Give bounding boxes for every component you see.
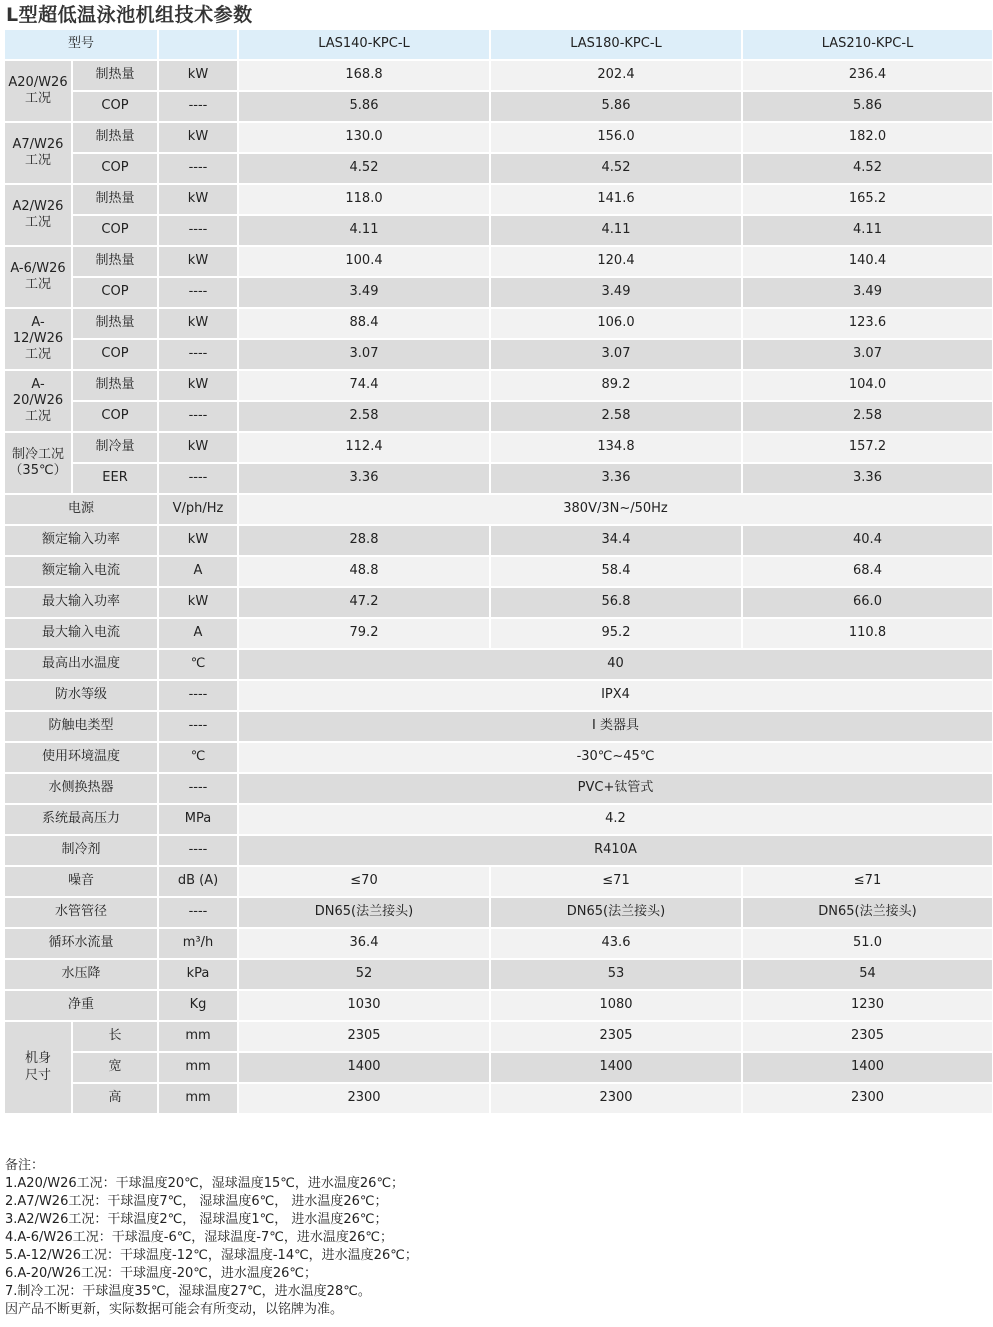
value-cell: 2.58 (491, 402, 741, 431)
param-label: 制冷量 (73, 433, 157, 462)
unit-label: ---- (159, 836, 237, 865)
note-line: 备注： (5, 1158, 45, 1173)
value-cell: 56.8 (491, 588, 741, 617)
value-cell: 36.4 (239, 929, 489, 958)
condition-group-label: A-6/W26 工况 (5, 247, 71, 307)
header-unit-cell (159, 30, 237, 59)
param-label: 防触电类型 (5, 712, 157, 741)
param-label: 制热量 (73, 185, 157, 214)
param-label: 制热量 (73, 309, 157, 338)
spec-table (5, 30, 986, 1113)
param-label: 系统最高压力 (5, 805, 157, 834)
unit-label: ---- (159, 92, 237, 121)
value-cell: DN65(法兰接头) (239, 898, 489, 927)
value-cell: 68.4 (743, 557, 992, 586)
value-cell: ≤71 (491, 867, 741, 896)
value-cell: 95.2 (491, 619, 741, 648)
condition-group-label: A7/W26 工况 (5, 123, 71, 183)
condition-group-label: A-20/W26 工况 (5, 371, 71, 431)
unit-label: A (159, 619, 237, 648)
value-cell: DN65(法兰接头) (491, 898, 741, 927)
unit-label: ---- (159, 340, 237, 369)
value-cell: 1080 (491, 991, 741, 1020)
unit-label: MPa (159, 805, 237, 834)
value-cell: 3.07 (239, 340, 489, 369)
unit-label: kW (159, 185, 237, 214)
value-cell: 123.6 (743, 309, 992, 338)
condition-group-label: 制冷工况 （35℃） (5, 433, 71, 493)
condition-group-label: A-12/W26 工况 (5, 309, 71, 369)
param-label: 最大输入功率 (5, 588, 157, 617)
value-cell: 141.6 (491, 185, 741, 214)
param-label: 额定输入电流 (5, 557, 157, 586)
value-cell: 53 (491, 960, 741, 989)
param-label: COP (73, 154, 157, 183)
unit-label: dB (A) (159, 867, 237, 896)
unit-label: kW (159, 61, 237, 90)
value-cell: 3.07 (743, 340, 992, 369)
value-cell: 3.36 (491, 464, 741, 493)
merged-value-cell: R410A (239, 836, 992, 865)
value-cell: 58.4 (491, 557, 741, 586)
param-label: 最大输入电流 (5, 619, 157, 648)
value-cell: 74.4 (239, 371, 489, 400)
header-model-label: 型号 (5, 30, 157, 59)
param-label: 制冷剂 (5, 836, 157, 865)
merged-value-cell: IPX4 (239, 681, 992, 710)
unit-label: kW (159, 309, 237, 338)
unit-label: kW (159, 588, 237, 617)
note-line: 4.A-6/W26工况：干球温度-6℃，湿球温度-7℃，进水温度26℃； (5, 1230, 394, 1245)
header-model-name: LAS140-KPC-L (239, 30, 489, 59)
param-label: 使用环境温度 (5, 743, 157, 772)
unit-label: kW (159, 371, 237, 400)
note-line: 3.A2/W26工况：干球温度2℃， 湿球温度1℃， 进水温度26℃； (5, 1212, 388, 1227)
value-cell: ≤71 (743, 867, 992, 896)
value-cell: 165.2 (743, 185, 992, 214)
value-cell: 4.11 (743, 216, 992, 245)
value-cell: 157.2 (743, 433, 992, 462)
value-cell: 2300 (239, 1084, 489, 1113)
value-cell: 106.0 (491, 309, 741, 338)
value-cell: 5.86 (239, 92, 489, 121)
param-label: COP (73, 216, 157, 245)
value-cell: 182.0 (743, 123, 992, 152)
param-label: EER (73, 464, 157, 493)
param-label: 循环水流量 (5, 929, 157, 958)
value-cell: 51.0 (743, 929, 992, 958)
value-cell: 110.8 (743, 619, 992, 648)
param-label: 额定输入功率 (5, 526, 157, 555)
unit-label: ---- (159, 464, 237, 493)
merged-value-cell: 40 (239, 650, 992, 679)
param-label: 电源 (5, 495, 157, 524)
header-model-name: LAS210-KPC-L (743, 30, 992, 59)
note-line: 1.A20/W26工况：干球温度20℃，湿球温度15℃，进水温度26℃； (5, 1176, 405, 1191)
value-cell: 3.36 (239, 464, 489, 493)
unit-label: kW (159, 433, 237, 462)
unit-label: ---- (159, 154, 237, 183)
value-cell: 28.8 (239, 526, 489, 555)
header-model-name: LAS180-KPC-L (491, 30, 741, 59)
unit-label: ---- (159, 681, 237, 710)
value-cell: 104.0 (743, 371, 992, 400)
unit-label: mm (159, 1053, 237, 1082)
value-cell: 1400 (491, 1053, 741, 1082)
value-cell: 4.11 (491, 216, 741, 245)
unit-label: ℃ (159, 650, 237, 679)
value-cell: 140.4 (743, 247, 992, 276)
value-cell: 2300 (743, 1084, 992, 1113)
value-cell: 1030 (239, 991, 489, 1020)
param-label: COP (73, 402, 157, 431)
value-cell: 5.86 (743, 92, 992, 121)
dimension-param-label: 宽 (73, 1053, 157, 1082)
unit-label: mm (159, 1084, 237, 1113)
value-cell: 134.8 (491, 433, 741, 462)
param-label: 水压降 (5, 960, 157, 989)
value-cell: 112.4 (239, 433, 489, 462)
value-cell: 118.0 (239, 185, 489, 214)
unit-label: ---- (159, 278, 237, 307)
param-label: COP (73, 92, 157, 121)
value-cell: 89.2 (491, 371, 741, 400)
value-cell: 130.0 (239, 123, 489, 152)
condition-group-label: A2/W26 工况 (5, 185, 71, 245)
value-cell: 40.4 (743, 526, 992, 555)
value-cell: 120.4 (491, 247, 741, 276)
value-cell: 4.52 (491, 154, 741, 183)
value-cell: 236.4 (743, 61, 992, 90)
param-label: COP (73, 340, 157, 369)
notes-section (5, 1157, 418, 1319)
value-cell: 202.4 (491, 61, 741, 90)
value-cell: 100.4 (239, 247, 489, 276)
param-label: COP (73, 278, 157, 307)
value-cell: 1230 (743, 991, 992, 1020)
merged-value-cell: PVC+钛管式 (239, 774, 992, 803)
unit-label: ---- (159, 898, 237, 927)
unit-label: m³/h (159, 929, 237, 958)
unit-label: kW (159, 247, 237, 276)
page-title: L型超低温泳池机组技术参数 (6, 4, 253, 26)
dimension-param-label: 长 (73, 1022, 157, 1051)
value-cell: 54 (743, 960, 992, 989)
value-cell: 3.49 (491, 278, 741, 307)
param-label: 水管管径 (5, 898, 157, 927)
merged-value-cell: 380V/3N~/50Hz (239, 495, 992, 524)
note-line: 5.A-12/W26工况：干球温度-12℃，湿球温度-14℃，进水温度26℃； (5, 1248, 418, 1263)
param-label: 最高出水温度 (5, 650, 157, 679)
unit-label: A (159, 557, 237, 586)
value-cell: 43.6 (491, 929, 741, 958)
value-cell: 3.49 (239, 278, 489, 307)
value-cell: 66.0 (743, 588, 992, 617)
value-cell: 52 (239, 960, 489, 989)
merged-value-cell: I 类器具 (239, 712, 992, 741)
unit-label: Kg (159, 991, 237, 1020)
value-cell: 3.07 (491, 340, 741, 369)
unit-label: kPa (159, 960, 237, 989)
unit-label: kW (159, 526, 237, 555)
note-line: 7.制冷工况：干球温度35℃，湿球温度27℃，进水温度28℃。 (5, 1284, 371, 1299)
param-label: 噪音 (5, 867, 157, 896)
unit-label: V/ph/Hz (159, 495, 237, 524)
value-cell: 168.8 (239, 61, 489, 90)
unit-label: kW (159, 123, 237, 152)
value-cell: 156.0 (491, 123, 741, 152)
param-label: 净重 (5, 991, 157, 1020)
value-cell: 79.2 (239, 619, 489, 648)
value-cell: 2305 (239, 1022, 489, 1051)
value-cell: 4.11 (239, 216, 489, 245)
param-label: 制热量 (73, 371, 157, 400)
value-cell: 3.36 (743, 464, 992, 493)
value-cell: 2300 (491, 1084, 741, 1113)
unit-label: ---- (159, 774, 237, 803)
note-line: 因产品不断更新，实际数据可能会有所变动，以铭牌为准。 (5, 1302, 344, 1317)
value-cell: 47.2 (239, 588, 489, 617)
value-cell: 88.4 (239, 309, 489, 338)
value-cell: ≤70 (239, 867, 489, 896)
unit-label: ℃ (159, 743, 237, 772)
unit-label: ---- (159, 712, 237, 741)
param-label: 防水等级 (5, 681, 157, 710)
value-cell: 2305 (743, 1022, 992, 1051)
unit-label: mm (159, 1022, 237, 1051)
dimension-group-label: 机身 尺寸 (5, 1022, 71, 1113)
merged-value-cell: 4.2 (239, 805, 992, 834)
value-cell: 2.58 (239, 402, 489, 431)
dimension-param-label: 高 (73, 1084, 157, 1113)
unit-label: ---- (159, 402, 237, 431)
value-cell: 1400 (743, 1053, 992, 1082)
param-label: 制热量 (73, 61, 157, 90)
value-cell: 2.58 (743, 402, 992, 431)
condition-group-label: A20/W26 工况 (5, 61, 71, 121)
unit-label: ---- (159, 216, 237, 245)
note-line: 2.A7/W26工况：干球温度7℃， 湿球温度6℃， 进水温度26℃； (5, 1194, 388, 1209)
param-label: 水侧换热器 (5, 774, 157, 803)
value-cell: 48.8 (239, 557, 489, 586)
value-cell: 4.52 (239, 154, 489, 183)
value-cell: 34.4 (491, 526, 741, 555)
value-cell: 4.52 (743, 154, 992, 183)
param-label: 制热量 (73, 123, 157, 152)
note-line: 6.A-20/W26工况：干球温度-20℃，进水温度26℃； (5, 1266, 317, 1281)
param-label: 制热量 (73, 247, 157, 276)
merged-value-cell: -30℃~45℃ (239, 743, 992, 772)
value-cell: 3.49 (743, 278, 992, 307)
value-cell: 2305 (491, 1022, 741, 1051)
value-cell: 1400 (239, 1053, 489, 1082)
value-cell: 5.86 (491, 92, 741, 121)
value-cell: DN65(法兰接头) (743, 898, 992, 927)
